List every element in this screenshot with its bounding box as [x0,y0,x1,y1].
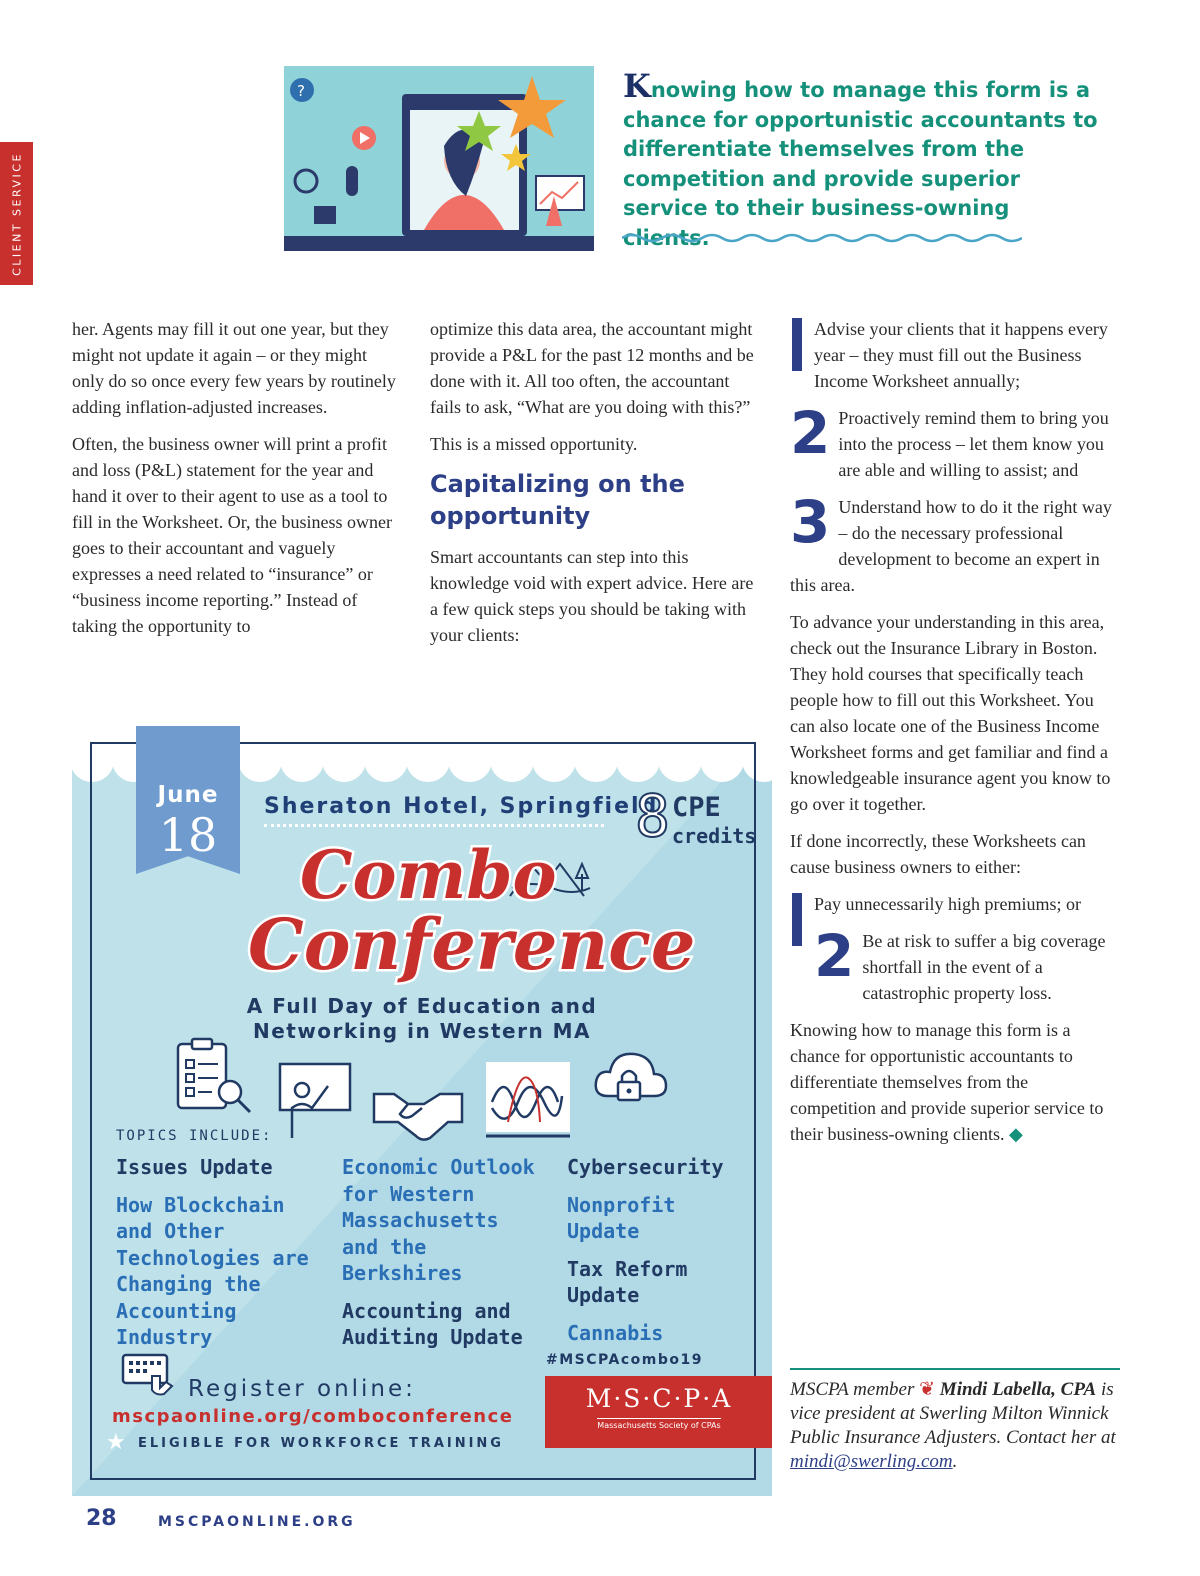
topic-item: Nonprofit Update [567,1192,676,1243]
step-text: Advise your clients that it happens every year – they must fill out the Business Income Worksheet annually; [814,319,1108,391]
step-number: 2 [790,399,831,467]
register-label: Register online: [188,1376,416,1402]
event-title-line2: Conference [248,903,696,986]
drop-cap: K [623,67,651,105]
author-byline [790,1368,1120,1474]
conference-ad [72,726,772,1496]
paragraph: optimize this data area, the accountant might provide a P&L for the past 12 months and be done with it. All too often, the accountant fails to ask, “What are you doing with this?” [430,319,754,417]
step-item [790,488,1112,598]
cpe-number: 8 [635,782,670,850]
section-tab-label: CLIENT SERVICE [10,151,23,276]
topic-item: Issues Update [116,1155,273,1179]
tagline-line1: A Full Day of Education and [246,994,598,1018]
event-month: June [157,782,219,808]
mscpa-logo [545,1376,772,1448]
step-number: 3 [790,488,831,556]
column-1 [72,316,402,650]
presenter-icon [276,1060,354,1140]
step-text: Understand how to do it the right way – do the necessary professional development to become an expert in this area. [790,497,1112,595]
handshake-icon [370,1084,466,1144]
topic-item: Tax Reform Update [567,1256,688,1307]
section-heading: Capitalizing on the opportunity [430,470,685,530]
maple-leaf-icon: ❦ [919,1379,936,1400]
venue-divider [264,824,604,827]
risk-number [792,893,802,946]
paragraph [790,1017,1112,1147]
svg-text:?: ? [297,82,305,100]
checklist-icon [172,1036,256,1116]
paragraph: Smart accountants can step into this knowledge void with expert advice. Here are a few quick steps you should be taking with your clients: [430,547,754,645]
pull-quote [623,67,1103,253]
topic-item: Cannabis [567,1320,664,1345]
cpe-label: CPE [672,792,721,823]
topics-column-2 [342,1154,542,1362]
event-tagline [222,994,622,1044]
footer-site: MSCPAONLINE.ORG [158,1514,356,1530]
byline-prefix: MSCPA member [790,1379,915,1400]
register-link[interactable]: mscpaonline.org/comboconference [112,1406,514,1427]
hero-illustration [284,66,594,251]
step-text: Proactively remind them to bring you into the process – let them know you are able and willing to assist; and [838,408,1109,480]
chart-waves-icon [482,1062,574,1140]
pull-quote-text: nowing how to manage this form is a chance for opportunistic accountants to differentiate themselves from the competition and provide superior service to their business-owning clients. [623,78,1098,250]
step-number [792,318,802,371]
step-item [790,399,1112,483]
author-email-link[interactable]: mindi@swerling.com [790,1451,953,1472]
paragraph: To advance your understanding in this area, check out the Insurance Library in Boston. They hold courses that specifically teach people how to fill out this Worksheet. You can also locate one of the Business Income Worksheet forms and get familiar and find a knowledgeable insurance agent you know to go over it together. [790,612,1111,814]
section-tab [0,142,33,285]
paragraph: If done incorrectly, these Worksheets can cause business owners to either: [790,831,1086,877]
risk-item [790,891,1112,917]
keyboard-hand-icon [120,1352,176,1398]
topics-column-1 [116,1154,326,1362]
mscpa-logo-text: M·S·C·P·A [585,1384,733,1413]
page-number: 28 [86,1506,117,1531]
topics-heading: TOPICS INCLUDE: [116,1128,273,1144]
star-icon: ★ [106,1430,126,1455]
topics-column-3 [567,1154,757,1357]
paragraph: Often, the business owner will print a profit and loss (P&L) statement for the year and hand it over to their agent to use as a tool to fill in the Worksheet. Or, the business owner goes to their accountant and vaguely expresses a need related to “insurance” or “business income reporting.” Instead of taking the opportunity to [72,434,392,636]
mscpa-org-name: Massachusetts Society of CPAs [597,1418,720,1430]
topic-item: How Blockchain and Other Technologies are Changing the Accounting Industry [116,1192,309,1349]
column-2 [430,316,755,659]
event-venue: Sheraton Hotel, Springfield [264,794,659,819]
step-item [790,316,1112,394]
cpe-unit: credits [672,824,757,848]
closing-text: Knowing how to manage this form is a chance for opportunistic accountants to differentiate themselves from the competition and provide superior service to their business-owning clients. [790,1020,1104,1144]
byline-text: is vice president at Swerling Milton Winnick Public Insurance Adjusters. Contact her at [790,1379,1116,1448]
wave-divider [622,232,1022,244]
byline-end: . [952,1451,958,1472]
end-mark-icon: ◆ [1008,1124,1023,1144]
event-day: 18 [158,808,218,862]
paragraph: This is a missed opportunity. [430,434,638,454]
topic-item: Accounting and Auditing Update [342,1298,523,1349]
eligibility-note: ELIGIBLE FOR WORKFORCE TRAINING [138,1436,504,1451]
tagline-line2: Networking in Western MA [252,1019,592,1043]
cloud-lock-icon [592,1046,668,1116]
risk-text: Be at risk to suffer a big coverage shortfall in the event of a catastrophic property loss. [862,931,1106,1003]
author-name: Mindi Labella, CPA [939,1379,1097,1400]
topic-item: Cybersecurity [567,1155,724,1179]
risk-number: 2 [814,922,855,990]
topic-item: Economic Outlook for Western Massachusetts and the Berkshires [342,1155,535,1285]
column-3 [790,316,1112,1158]
risk-text: Pay unnecessarily high premiums; or [814,894,1081,914]
event-title-line1: Combo [300,836,557,914]
risk-item [790,922,1112,1006]
paragraph: her. Agents may fill it out one year, but they might not update it again – or they might only do so once every few years by routinely adding inflation-adjusted increases. [72,319,396,417]
event-hashtag: #MSCPAcombo19 [546,1352,703,1368]
